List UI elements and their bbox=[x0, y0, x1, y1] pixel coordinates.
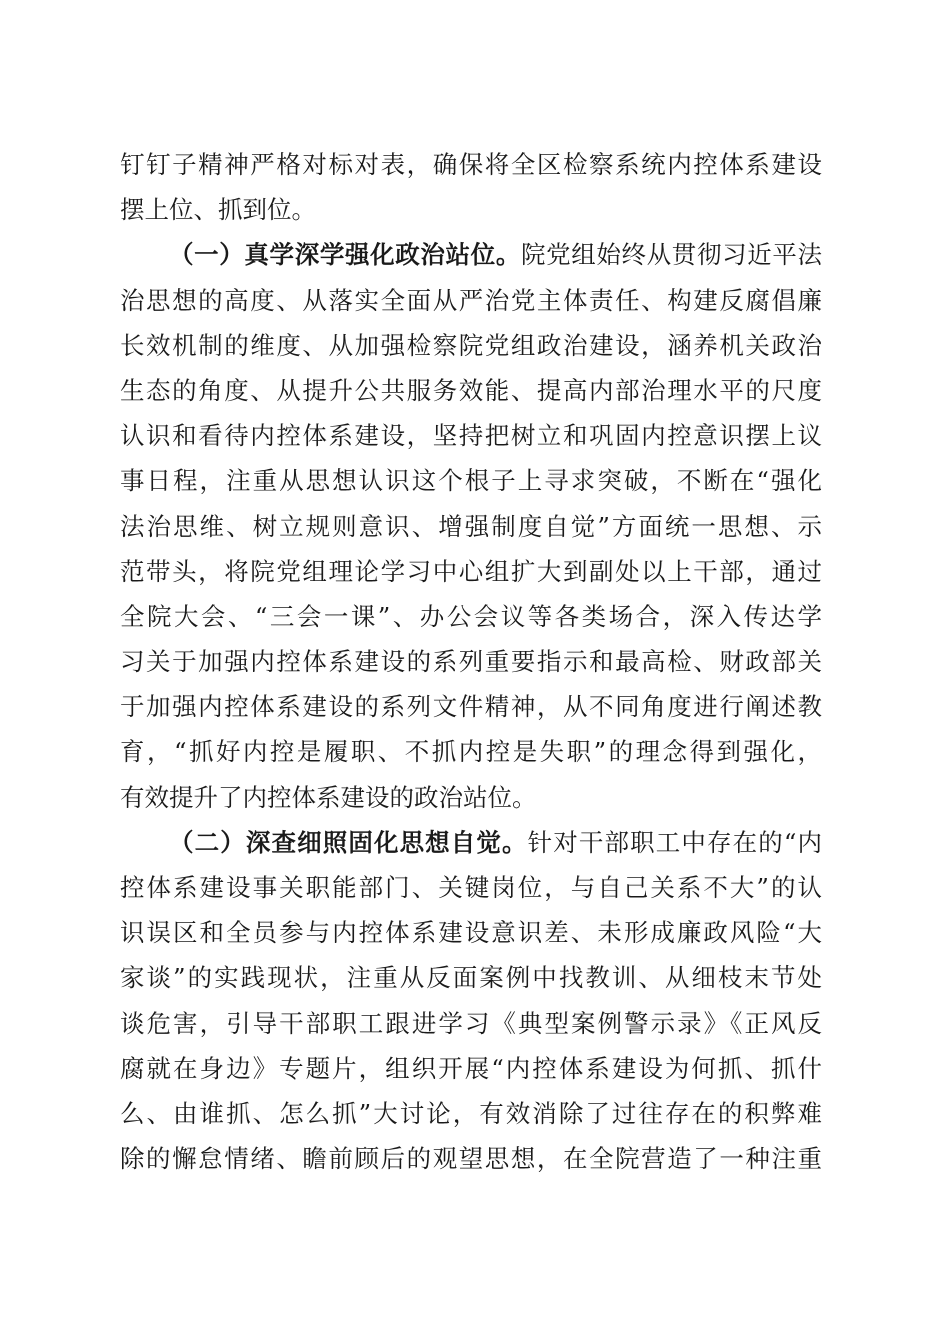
text-line: 全院大会、“三会一课”、办公会议等各类场合，深入传达学 bbox=[120, 601, 822, 631]
text-line: 谈危害，引导干部职工跟进学习《典型案例警示录》《正风反 bbox=[120, 1008, 822, 1038]
text-line: 法治思维、树立规则意识、增强制度自觉”方面统一思想、示 bbox=[120, 511, 822, 541]
text-line: 于加强内控体系建设的系列文件精神，从不同角度进行阐述教 bbox=[120, 692, 822, 722]
text-line: 摆上位、抓到位。 bbox=[120, 195, 316, 225]
text-line: 钉钉子精神严格对标对表，确保将全区检察系统内控体系建设 bbox=[120, 150, 822, 179]
section-heading: （一）真学深学强化政治站位。 bbox=[169, 240, 521, 270]
section-heading-line bbox=[120, 820, 822, 865]
text-line: 么、由谁抓、怎么抓”大讨论，有效消除了过往存在的积弊难 bbox=[120, 1098, 822, 1128]
text-line: 有效提升了内控体系建设的政治站位。 bbox=[120, 782, 537, 812]
text-line: 育，“抓好内控是履职、不抓内控是失职”的理念得到强化， bbox=[120, 737, 822, 767]
text-line: 治思想的高度、从落实全面从严治党主体责任、构建反腐倡廉 bbox=[120, 285, 822, 315]
text-line: 腐就在身边》专题片，组织开展“内控体系建设为何抓、抓什 bbox=[120, 1053, 822, 1083]
text-line: 习关于加强内控体系建设的系列重要指示和最高检、财政部关 bbox=[120, 647, 822, 677]
text-line: 认识和看待内控体系建设，坚持把树立和巩固内控意识摆上议 bbox=[120, 421, 822, 451]
text-run: 院党组始终从贯彻习近平法 bbox=[520, 240, 822, 270]
text-line: 范带头，将院党组理论学习中心组扩大到副处以上干部，通过 bbox=[120, 556, 822, 586]
section-heading: （二）深查细照固化思想自觉。 bbox=[169, 827, 528, 857]
text-line: 家谈”的实践现状，注重从反面案例中找教训、从细枝末节处 bbox=[120, 963, 822, 993]
text-run: 针对干部职工中存在的“内 bbox=[527, 827, 822, 857]
text-line: 除的懈怠情绪、瞻前顾后的观望思想，在全院营造了一种注重 bbox=[120, 1144, 822, 1174]
text-line: 控体系建设事关职能部门、关键岗位，与自己关系不大”的认 bbox=[120, 873, 822, 902]
text-line: 事日程，注重从思想认识这个根子上寻求突破，不断在“强化 bbox=[120, 466, 822, 496]
section-heading-line bbox=[120, 232, 822, 277]
document-page bbox=[120, 142, 822, 1181]
text-line: 长效机制的维度、从加强检察院党组政治建设，涵养机关政治 bbox=[120, 330, 822, 360]
text-line: 生态的角度、从提升公共服务效能、提高内部治理水平的尺度 bbox=[120, 375, 822, 405]
text-line: 识误区和全员参与内控体系建设意识差、未形成廉政风险“大 bbox=[120, 918, 822, 948]
